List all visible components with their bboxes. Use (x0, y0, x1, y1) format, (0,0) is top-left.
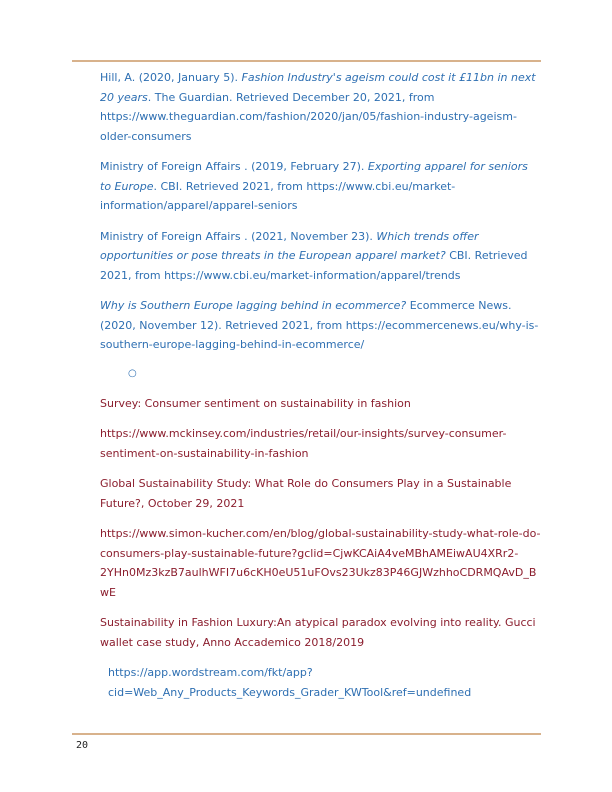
reference-title: Why is Southern Europe lagging behind in ecommerce? (100, 299, 407, 312)
reference-text: Ecommerce News. (2020, November 12). Retrieved 2021, from https://ecommercenews.eu/why-is-southern-europe-lagging-behind-in-ecommerce/ (100, 299, 539, 351)
reference-mckinsey-link[interactable]: https://www.mckinsey.com/industries/retail/our-insights/survey-consumer-sentiment-on-sustainability-in-fashion (100, 427, 507, 460)
header-rule (72, 60, 541, 62)
footer-rule (72, 733, 541, 735)
reference-list (100, 68, 542, 713)
reference-text: CBI. Retrieved 2021, from https://www.cbi.eu/market-information/apparel/trends (100, 249, 528, 282)
reference-title: Which trends offer opportunities or pose threats in the European apparel market? (100, 229, 479, 262)
reference-wordstream-link[interactable]: https://app.wordstream.com/fkt/app?cid=Web_Any_Products_Keywords_Grader_KWTool&ref=undefined (108, 666, 472, 699)
reference-title: Fashion Industry's ageism could cost it £11bn in next 20 years (100, 71, 536, 104)
reference-ecommerce-news (100, 296, 542, 355)
reference-text: . The Guardian. Retrieved December 20, 2021, from https://www.theguardian.com/fashion/2020/jan/05/fashion-industry-ageism-older-consumers (100, 90, 517, 143)
reference-text: Ministry of Foreign Affairs . (2021, November 23). (100, 229, 377, 243)
reference-title: Exporting apparel for seniors to Europe (100, 160, 528, 193)
reference-text: . CBI. Retrieved 2021, from https://www.cbi.eu/market-information/apparel/apparel-seniors (100, 179, 456, 212)
reference-hill (100, 68, 542, 146)
reference-simon-kucher-title: Global Sustainability Study: What Role do Consumers Play in a Sustainable Future?, October 29, 2021 (100, 477, 512, 510)
bullet-marker: ○ (128, 367, 137, 379)
reference-gucci-case-study: Sustainability in Fashion Luxury:An atypical paradox evolving into reality. Gucci wallet case study, Anno Accademico 2018/2019 (100, 616, 536, 649)
page-number: 20 (76, 740, 89, 751)
reference-cbi-seniors (100, 157, 542, 216)
reference-mckinsey-title: Survey: Consumer sentiment on sustainability in fashion (100, 396, 411, 410)
reference-simon-kucher-link[interactable]: https://www.simon-kucher.com/en/blog/global-sustainability-study-what-role-do-consumers-play-sustainable-future?gclid=CjwKCAiA4veMBhAMEiwAU4XRr2-2YHn0Mz3kzB7aulhWFI7u6cKH0eU51uFOvs23Ukz83P46GJWzhhoCDRMQAvD_BwE (100, 527, 541, 599)
reference-cbi-trends (100, 227, 542, 286)
reference-text: Hill, A. (2020, January 5). (100, 71, 242, 84)
reference-text: Ministry of Foreign Affairs . (2019, February 27). (100, 160, 368, 173)
